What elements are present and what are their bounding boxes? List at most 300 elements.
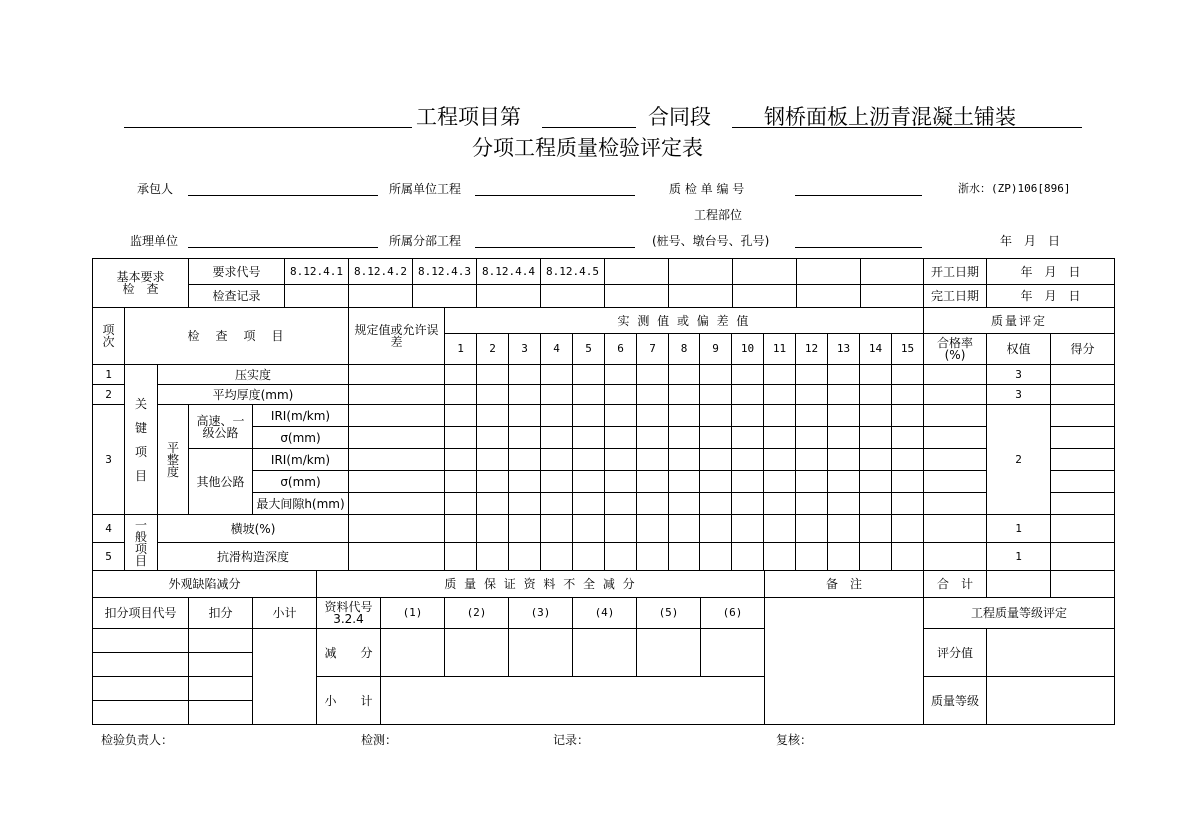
key-items-label xyxy=(124,364,158,515)
total-label xyxy=(923,570,987,598)
measure-cell[interactable] xyxy=(795,514,828,543)
doc-item-label-text: (1) xyxy=(402,606,423,619)
measure-cell[interactable] xyxy=(508,448,541,471)
measure-cell[interactable] xyxy=(859,404,892,427)
measure-cell[interactable] xyxy=(572,542,605,571)
measure-cell[interactable] xyxy=(859,448,892,471)
measure-cell[interactable] xyxy=(891,514,924,543)
measure-cell[interactable] xyxy=(604,404,637,427)
measure-cell[interactable] xyxy=(668,514,700,543)
measure-cell[interactable] xyxy=(508,404,541,427)
inspection-record-cell[interactable] xyxy=(348,284,413,308)
requirement-code-blank[interactable] xyxy=(668,258,733,285)
measure-cell[interactable] xyxy=(508,364,541,385)
measure-cell[interactable] xyxy=(572,492,605,515)
measure-cell[interactable] xyxy=(572,470,605,493)
measure-cell[interactable] xyxy=(636,364,669,385)
measure-cell[interactable] xyxy=(476,364,509,385)
pass-rate-cell[interactable] xyxy=(923,514,987,543)
measure-cell[interactable] xyxy=(508,542,541,571)
sub-item-name-text: IRI(m/km) xyxy=(270,408,331,423)
measure-col-header xyxy=(827,333,860,365)
pass-rate-cell[interactable] xyxy=(923,404,987,427)
highway-label xyxy=(188,404,253,449)
measure-cell[interactable] xyxy=(604,492,637,515)
item-name xyxy=(157,514,349,543)
sub-item-name-text: 最大间隙h(mm) xyxy=(256,496,345,511)
deduct-code-cell[interactable] xyxy=(92,676,189,701)
general-items-label-text: 一 般 项 目 xyxy=(134,517,147,568)
item-name xyxy=(157,364,349,385)
measure-cell[interactable] xyxy=(476,492,509,515)
doc-deduct-cell[interactable] xyxy=(572,628,637,677)
doc-item-label-text: (6) xyxy=(722,606,743,619)
measure-cell[interactable] xyxy=(444,542,477,571)
measure-cell[interactable] xyxy=(731,404,764,427)
spec-value-cell[interactable] xyxy=(348,384,445,405)
end-date-value xyxy=(986,284,1115,308)
item-name xyxy=(157,384,349,405)
title-subject: 钢桥面板上沥青混凝土铺装 xyxy=(764,105,1016,129)
item-no-text: 5 xyxy=(105,549,112,563)
doc-code-label xyxy=(316,597,381,629)
deduct-cell[interactable] xyxy=(188,676,253,701)
score-value-label-text: 评分值 xyxy=(936,645,973,660)
spec-value-cell[interactable] xyxy=(348,514,445,543)
basic-requirements-label xyxy=(92,258,189,308)
docs-deduction-label-text: 质 量 保 证 资 料 不 全 减 分 xyxy=(444,577,637,591)
measure-cell[interactable] xyxy=(699,514,732,543)
score-cell[interactable] xyxy=(1050,404,1115,427)
pass-rate-cell[interactable] xyxy=(923,364,987,385)
measure-cell[interactable] xyxy=(731,514,764,543)
end-date-label xyxy=(923,284,987,308)
measure-cell[interactable] xyxy=(540,404,573,427)
measure-cell[interactable] xyxy=(604,364,637,385)
check-item-header-text: 检 查 项 目 xyxy=(187,329,286,343)
measure-cell[interactable] xyxy=(572,384,605,405)
measure-cell[interactable] xyxy=(668,404,700,427)
measure-cell[interactable] xyxy=(636,384,669,405)
measure-cell[interactable] xyxy=(859,542,892,571)
score-cell[interactable] xyxy=(1050,426,1115,449)
measure-cell[interactable] xyxy=(476,448,509,471)
measure-col-header xyxy=(508,333,541,365)
form-title: 分项工程质量检验评定表 xyxy=(472,136,703,160)
quality-grade-cell[interactable] xyxy=(986,676,1115,725)
inspection-record-cell[interactable] xyxy=(604,284,669,308)
pass-rate-header xyxy=(923,333,987,365)
measure-cell[interactable] xyxy=(731,364,764,385)
measure-cell[interactable] xyxy=(891,448,924,471)
item-name-text: 压实度 xyxy=(234,367,271,382)
item-no-text: 2 xyxy=(105,387,112,401)
measure-cell[interactable] xyxy=(827,448,860,471)
division-project-field[interactable] xyxy=(475,247,635,248)
measure-cell[interactable] xyxy=(731,542,764,571)
measure-cell[interactable] xyxy=(540,364,573,385)
measure-cell[interactable] xyxy=(763,542,796,571)
measure-cell[interactable] xyxy=(795,492,828,515)
weight-value-text: 3 xyxy=(1015,387,1022,401)
weight-value-text: 2 xyxy=(1015,452,1022,466)
inspection-record-cell[interactable] xyxy=(284,284,349,308)
measure-cell[interactable] xyxy=(572,448,605,471)
inspection-record-cell[interactable] xyxy=(412,284,477,308)
key-items-label-text: 关 键 项 目 xyxy=(134,396,147,483)
measure-cell[interactable] xyxy=(444,364,477,385)
remarks-label-text: 备 注 xyxy=(825,577,862,591)
weight-header xyxy=(986,333,1051,365)
measure-cell[interactable] xyxy=(508,514,541,543)
measure-cell[interactable] xyxy=(891,404,924,427)
measure-cell[interactable] xyxy=(444,404,477,427)
measure-cell[interactable] xyxy=(699,426,732,449)
measure-cell[interactable] xyxy=(636,448,669,471)
docs-subtotal-label xyxy=(316,676,381,725)
measure-cell[interactable] xyxy=(572,426,605,449)
deduct-cell[interactable] xyxy=(188,652,253,677)
measure-col-header-text: 14 xyxy=(868,342,883,355)
measure-cell[interactable] xyxy=(859,470,892,493)
item-no xyxy=(92,404,125,515)
item-no xyxy=(92,364,125,385)
measure-cell[interactable] xyxy=(859,492,892,515)
measure-cell[interactable] xyxy=(508,384,541,405)
measure-cell[interactable] xyxy=(476,470,509,493)
measure-cell[interactable] xyxy=(636,426,669,449)
start-date-label-text: 开工日期 xyxy=(930,264,979,279)
measure-cell[interactable] xyxy=(699,492,732,515)
measure-cell[interactable] xyxy=(827,404,860,427)
spec-value-cell[interactable] xyxy=(348,404,445,427)
highway-label-text: 高速、一 级公路 xyxy=(196,413,245,440)
deduct-code-cell[interactable] xyxy=(92,652,189,677)
measure-cell[interactable] xyxy=(699,404,732,427)
score-cell[interactable] xyxy=(1050,492,1115,515)
measure-col-header-text: 13 xyxy=(836,342,851,355)
weight-value-text: 3 xyxy=(1015,367,1022,381)
spec-value-cell[interactable] xyxy=(348,542,445,571)
form-code: 浙水：(ZP)106[896] xyxy=(958,182,1071,195)
measure-cell[interactable] xyxy=(668,364,700,385)
requirement-code xyxy=(476,258,541,285)
score-cell[interactable] xyxy=(1050,470,1115,493)
subtotal-label xyxy=(252,597,317,629)
pass-rate-cell[interactable] xyxy=(923,470,987,493)
measure-col-header-text: 1 xyxy=(457,342,464,355)
doc-item-label xyxy=(508,597,573,629)
measure-cell[interactable] xyxy=(827,364,860,385)
measure-cell[interactable] xyxy=(508,426,541,449)
measure-cell[interactable] xyxy=(763,364,796,385)
measure-cell[interactable] xyxy=(827,492,860,515)
measure-cell[interactable] xyxy=(763,514,796,543)
score-cell[interactable] xyxy=(1050,514,1115,543)
measure-cell[interactable] xyxy=(731,384,764,405)
pass-rate-cell[interactable] xyxy=(923,448,987,471)
docs-subtotal-cell[interactable] xyxy=(380,676,765,725)
measure-cell[interactable] xyxy=(636,514,669,543)
measure-cell[interactable] xyxy=(540,542,573,571)
supervisor-label: 监理单位 xyxy=(130,234,179,248)
measure-cell[interactable] xyxy=(444,448,477,471)
deduct-code-label-text: 扣分项目代号 xyxy=(104,606,177,620)
deduct-label xyxy=(188,597,253,629)
doc-item-label-text: (4) xyxy=(594,606,615,619)
measure-cell[interactable] xyxy=(668,384,700,405)
check-item-header xyxy=(124,307,349,365)
measure-cell[interactable] xyxy=(827,542,860,571)
measure-cell[interactable] xyxy=(444,384,477,405)
measure-cell[interactable] xyxy=(699,364,732,385)
weight-value xyxy=(986,364,1051,385)
measure-cell[interactable] xyxy=(763,384,796,405)
inspection-record-cell[interactable] xyxy=(860,284,924,308)
appearance-subtotal-cell[interactable] xyxy=(252,628,317,725)
spec-value-cell[interactable] xyxy=(348,448,445,471)
measure-cell[interactable] xyxy=(636,542,669,571)
basic-requirements-label-text: 基本要求 检 查 xyxy=(116,270,165,296)
measure-cell[interactable] xyxy=(731,470,764,493)
measure-cell[interactable] xyxy=(636,404,669,427)
project-name-blank[interactable] xyxy=(124,127,412,128)
measure-cell[interactable] xyxy=(476,426,509,449)
measure-cell[interactable] xyxy=(444,426,477,449)
score-cell[interactable] xyxy=(1050,384,1115,405)
doc-deduct-cell[interactable] xyxy=(700,628,765,677)
measure-cell[interactable] xyxy=(891,470,924,493)
measure-cell[interactable] xyxy=(859,426,892,449)
score-value-label xyxy=(923,628,987,677)
measure-cell[interactable] xyxy=(572,404,605,427)
pass-rate-cell[interactable] xyxy=(923,542,987,571)
grade-eval-label xyxy=(923,597,1115,629)
measure-cell[interactable] xyxy=(731,448,764,471)
measure-cell[interactable] xyxy=(795,364,828,385)
division-project-label: 所属分部工程 xyxy=(389,234,462,248)
measure-cell[interactable] xyxy=(604,384,637,405)
measure-cell[interactable] xyxy=(668,542,700,571)
score-cell[interactable] xyxy=(1050,542,1115,571)
doc-item-label-text: (5) xyxy=(658,606,679,619)
end-date-value-text: 年 月 日 xyxy=(1020,289,1081,303)
measure-cell[interactable] xyxy=(604,470,637,493)
total-cell[interactable] xyxy=(1050,570,1115,598)
sub-item-name xyxy=(252,448,349,471)
deduct-code-cell[interactable] xyxy=(92,700,189,725)
requirement-code-text: 8.12.4.2 xyxy=(354,264,407,278)
weight-value xyxy=(986,384,1051,405)
measure-cell[interactable] xyxy=(731,426,764,449)
measure-cell[interactable] xyxy=(604,426,637,449)
pass-rate-cell[interactable] xyxy=(923,492,987,515)
measure-cell[interactable] xyxy=(763,492,796,515)
item-no-text: 1 xyxy=(105,367,112,381)
measure-cell[interactable] xyxy=(763,426,796,449)
deduct-cell[interactable] xyxy=(188,700,253,725)
score-value-cell[interactable] xyxy=(986,628,1115,677)
title-contract-label: 合同段 xyxy=(648,105,711,129)
score-cell[interactable] xyxy=(1050,364,1115,385)
measure-cell[interactable] xyxy=(827,426,860,449)
requirement-code-text: 8.12.4.4 xyxy=(482,264,535,278)
reduce-label-text: 减 分 xyxy=(324,645,373,660)
measure-cell[interactable] xyxy=(699,470,732,493)
measure-cell[interactable] xyxy=(795,384,828,405)
measure-cell[interactable] xyxy=(795,448,828,471)
measure-cell[interactable] xyxy=(604,542,637,571)
measure-cell[interactable] xyxy=(731,492,764,515)
measure-cell[interactable] xyxy=(827,514,860,543)
measure-cell[interactable] xyxy=(891,542,924,571)
doc-deduct-cell[interactable] xyxy=(380,628,445,677)
measure-cell[interactable] xyxy=(540,448,573,471)
weight-header-text: 权值 xyxy=(1006,342,1031,356)
measure-cell[interactable] xyxy=(540,426,573,449)
flatness-label xyxy=(157,404,189,515)
measure-cell[interactable] xyxy=(891,384,924,405)
pass-rate-cell[interactable] xyxy=(923,426,987,449)
measure-cell[interactable] xyxy=(540,384,573,405)
measure-cell[interactable] xyxy=(636,470,669,493)
measure-cell[interactable] xyxy=(891,426,924,449)
measure-cell[interactable] xyxy=(444,514,477,543)
weight-value-text: 1 xyxy=(1015,521,1022,535)
score-cell[interactable] xyxy=(1050,448,1115,471)
measure-cell[interactable] xyxy=(508,470,541,493)
weight-value xyxy=(986,404,1051,515)
measure-cell[interactable] xyxy=(444,470,477,493)
doc-deduct-cell[interactable] xyxy=(444,628,509,677)
inspection-record-label-text: 检查记录 xyxy=(212,289,261,303)
measure-cell[interactable] xyxy=(859,364,892,385)
total-cell[interactable] xyxy=(986,570,1051,598)
measure-col-header xyxy=(859,333,892,365)
item-no-text: 3 xyxy=(105,452,112,466)
unit-project-label: 所属单位工程 xyxy=(389,182,462,196)
doc-deduct-cell[interactable] xyxy=(508,628,573,677)
measure-col-header-text: 5 xyxy=(585,342,592,355)
measure-cell[interactable] xyxy=(668,470,700,493)
measure-cell[interactable] xyxy=(795,542,828,571)
doc-deduct-cell[interactable] xyxy=(636,628,701,677)
end-date-label-text: 完工日期 xyxy=(930,289,979,303)
measure-cell[interactable] xyxy=(572,514,605,543)
requirement-code-blank[interactable] xyxy=(860,258,924,285)
measure-cell[interactable] xyxy=(859,384,892,405)
item-name-text: 抗滑构造深度 xyxy=(216,549,289,564)
inspection-record-cell[interactable] xyxy=(796,284,861,308)
remarks-cell[interactable] xyxy=(764,597,924,725)
measure-col-header-text: 8 xyxy=(680,342,688,355)
doc-item-label xyxy=(700,597,765,629)
measure-cell[interactable] xyxy=(795,470,828,493)
qc-number-field[interactable] xyxy=(795,195,922,196)
requirement-code-blank[interactable] xyxy=(796,258,861,285)
spec-value-cell[interactable] xyxy=(348,492,445,515)
spec-header xyxy=(348,307,445,365)
measure-cell[interactable] xyxy=(476,384,509,405)
measure-cell[interactable] xyxy=(795,404,828,427)
measure-cell[interactable] xyxy=(604,514,637,543)
spec-value-cell[interactable] xyxy=(348,426,445,449)
supervisor-field[interactable] xyxy=(188,247,378,248)
inspection-record-cell[interactable] xyxy=(476,284,541,308)
measure-cell[interactable] xyxy=(827,384,860,405)
measure-cell[interactable] xyxy=(795,426,828,449)
measure-cell[interactable] xyxy=(540,492,573,515)
measure-col-header xyxy=(636,333,669,365)
measure-col-header xyxy=(891,333,924,365)
measure-cell[interactable] xyxy=(699,542,732,571)
inspection-record-cell[interactable] xyxy=(668,284,733,308)
measure-cell[interactable] xyxy=(891,364,924,385)
measure-cell[interactable] xyxy=(859,514,892,543)
measure-col-header-text: 4 xyxy=(553,342,560,355)
measure-cell[interactable] xyxy=(668,426,700,449)
measure-cell[interactable] xyxy=(572,364,605,385)
location-field[interactable] xyxy=(795,247,922,248)
deduct-code-cell[interactable] xyxy=(92,628,189,653)
measure-col-header-text: 12 xyxy=(804,342,819,355)
location-label: 工程部位 xyxy=(694,208,743,222)
spec-value-cell[interactable] xyxy=(348,470,445,493)
measure-cell[interactable] xyxy=(476,404,509,427)
inspection-record-cell[interactable] xyxy=(732,284,797,308)
measure-cell[interactable] xyxy=(891,492,924,515)
project-number-blank[interactable] xyxy=(542,127,636,128)
measure-cell[interactable] xyxy=(604,448,637,471)
requirement-code-blank[interactable] xyxy=(604,258,669,285)
doc-code-label-text: 资料代号 3.2.4 xyxy=(324,600,373,626)
other-road-label-text: 其他公路 xyxy=(196,474,245,489)
measure-cell[interactable] xyxy=(540,470,573,493)
measure-cell[interactable] xyxy=(444,492,477,515)
measure-cell[interactable] xyxy=(668,492,700,515)
start-date-label xyxy=(923,258,987,285)
spec-value-cell[interactable] xyxy=(348,364,445,385)
requirement-code-blank[interactable] xyxy=(732,258,797,285)
requirement-code xyxy=(412,258,477,285)
measure-cell[interactable] xyxy=(763,470,796,493)
header-date: 年 月 日 xyxy=(1000,234,1061,248)
deduct-cell[interactable] xyxy=(188,628,253,653)
contractor-label: 承包人 xyxy=(137,182,174,196)
measure-cell[interactable] xyxy=(540,514,573,543)
contractor-field[interactable] xyxy=(188,195,378,196)
measure-col-header-text: 11 xyxy=(772,342,787,355)
measure-cell[interactable] xyxy=(699,448,732,471)
subtotal-label-text: 小计 xyxy=(272,606,297,620)
measure-cell[interactable] xyxy=(763,448,796,471)
measure-cell[interactable] xyxy=(508,492,541,515)
measure-cell[interactable] xyxy=(827,470,860,493)
pass-rate-cell[interactable] xyxy=(923,384,987,405)
other-road-label xyxy=(188,448,253,515)
measure-cell[interactable] xyxy=(763,404,796,427)
general-items-label xyxy=(124,514,158,571)
measure-cell[interactable] xyxy=(668,448,700,471)
measure-cell[interactable] xyxy=(476,514,509,543)
unit-project-field[interactable] xyxy=(475,195,635,196)
inspection-record-cell[interactable] xyxy=(540,284,605,308)
quality-grade-label xyxy=(923,676,987,725)
doc-item-label-text: (2) xyxy=(466,606,487,619)
measure-cell[interactable] xyxy=(636,492,669,515)
measure-cell[interactable] xyxy=(699,384,732,405)
measure-cell[interactable] xyxy=(476,542,509,571)
